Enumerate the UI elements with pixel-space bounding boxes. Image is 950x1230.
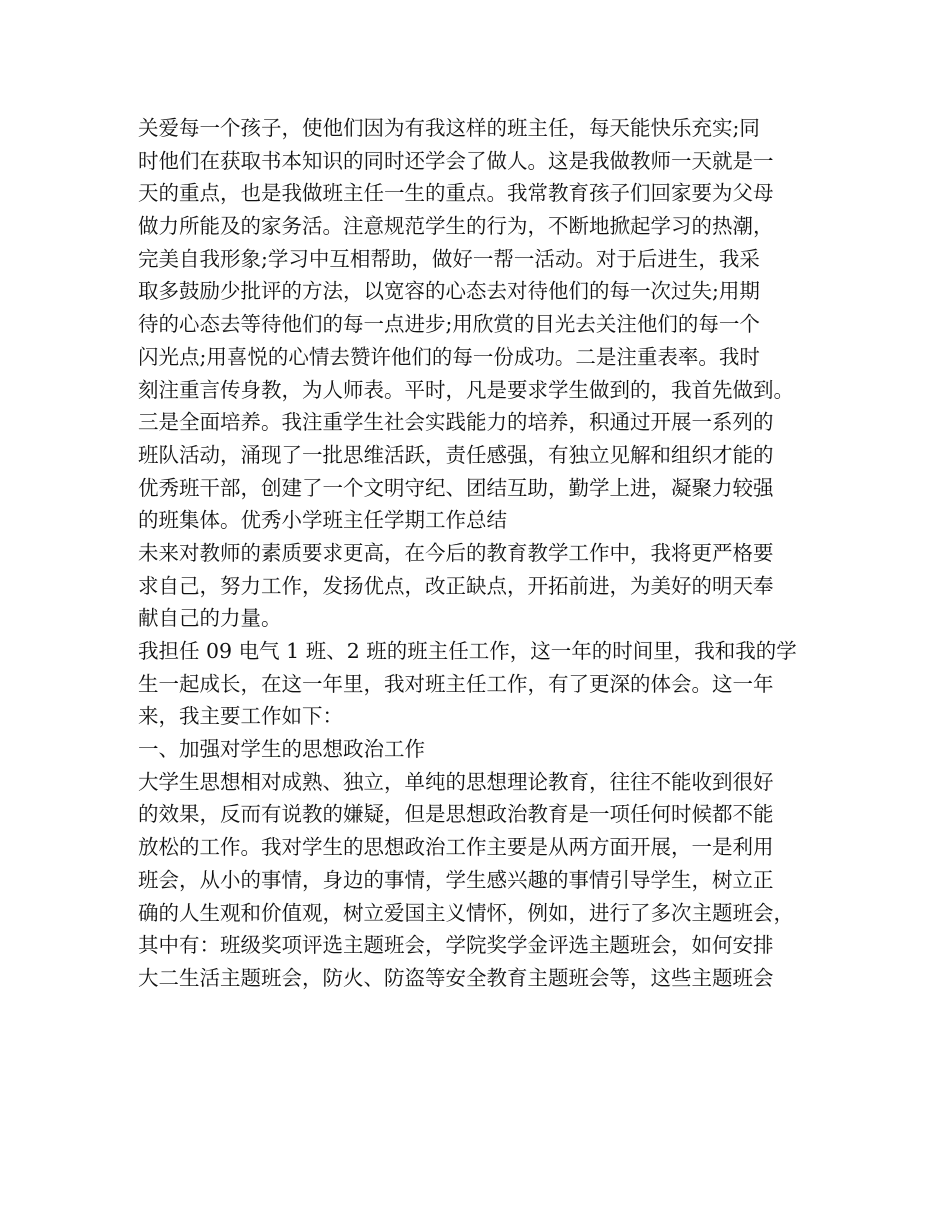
- text-line: 刻注重言传身教，为人师表。平时，凡是要求学生做到的，我首先做到。: [138, 377, 794, 402]
- text-line: 确的人生观和价值观，树立爱国主义情怀，例如，进行了多次主题班会，: [138, 900, 794, 925]
- text-line: 班队活动，涌现了一批思维活跃，责任感强，有独立见解和组织才能的: [138, 442, 774, 467]
- text-line: 闪光点;用喜悦的心情去赞许他们的每一份成功。二是注重表率。我时: [138, 344, 760, 369]
- text-line: 关爱每一个孩子，使他们因为有我这样的班主任，每天能快乐充实;同: [138, 116, 760, 140]
- text-line: 完美自我形象;学习中互相帮助，做好一帮一活动。对于后进生，我采: [138, 246, 760, 271]
- text-line: 放松的工作。我对学生的思想政治工作主要是从两方面开展，一是利用: [138, 835, 774, 860]
- text-line: 班会，从小的事情，身边的事情，学生感兴趣的事情引导学生，树立正: [138, 867, 774, 892]
- text-line: 做力所能及的家务活。注意规范学生的行为，不断地掀起学习的热潮，: [138, 214, 774, 239]
- text-line: 其中有：班级奖项评选主题班会，学院奖学金评选主题班会，如何安排: [138, 933, 774, 958]
- text-line: 大二生活主题班会，防火、防盗等安全教育主题班会等，这些主题班会: [138, 965, 774, 990]
- text-line: 取多鼓励少批评的方法，以宽容的心态去对待他们的每一次过失;用期: [138, 279, 760, 304]
- text-line: 待的心态去等待他们的每一点进步;用欣赏的目光去关注他们的每一个: [138, 312, 760, 337]
- document-body: [138, 112, 838, 995]
- text-line: 生一起成长，在这一年里，我对班主任工作，有了更深的体会。这一年: [138, 671, 774, 696]
- text-line: 来，我主要工作如下：: [138, 704, 343, 729]
- text-line: 求自己，努力工作，发扬优点，改正缺点，开拓前进，为美好的明天奉: [138, 573, 774, 598]
- text-line: 三是全面培养。我注重学生社会实践能力的培养，积通过开展一系列的: [138, 410, 774, 435]
- text-line: 时他们在获取书本知识的同时还学会了做人。这是我做教师一天就是一: [138, 148, 774, 173]
- text-line: 未来对教师的素质要求更高，在今后的教育教学工作中，我将更严格要: [138, 540, 774, 565]
- text-line: 献自己的力量。: [138, 606, 282, 631]
- text-line: 天的重点，也是我做班主任一生的重点。我常教育孩子们回家要为父母: [138, 181, 774, 206]
- text-line: 的效果，反而有说教的嫌疑，但是思想政治教育是一项任何时候都不能: [138, 802, 774, 827]
- text-line: 我担任 09 电气 1 班、2 班的班主任工作，这一年的时间里，我和我的学: [138, 639, 797, 663]
- text-line: 大学生思想相对成熟、独立，单纯的思想理论教育，往往不能收到很好: [138, 769, 774, 794]
- section-heading: 一、加强对学生的思想政治工作: [138, 737, 425, 762]
- text-line: 的班集体。优秀小学班主任学期工作总结: [138, 508, 507, 533]
- text-line: 优秀班干部，创建了一个文明守纪、团结互助，勤学上进，凝聚力较强: [138, 475, 774, 500]
